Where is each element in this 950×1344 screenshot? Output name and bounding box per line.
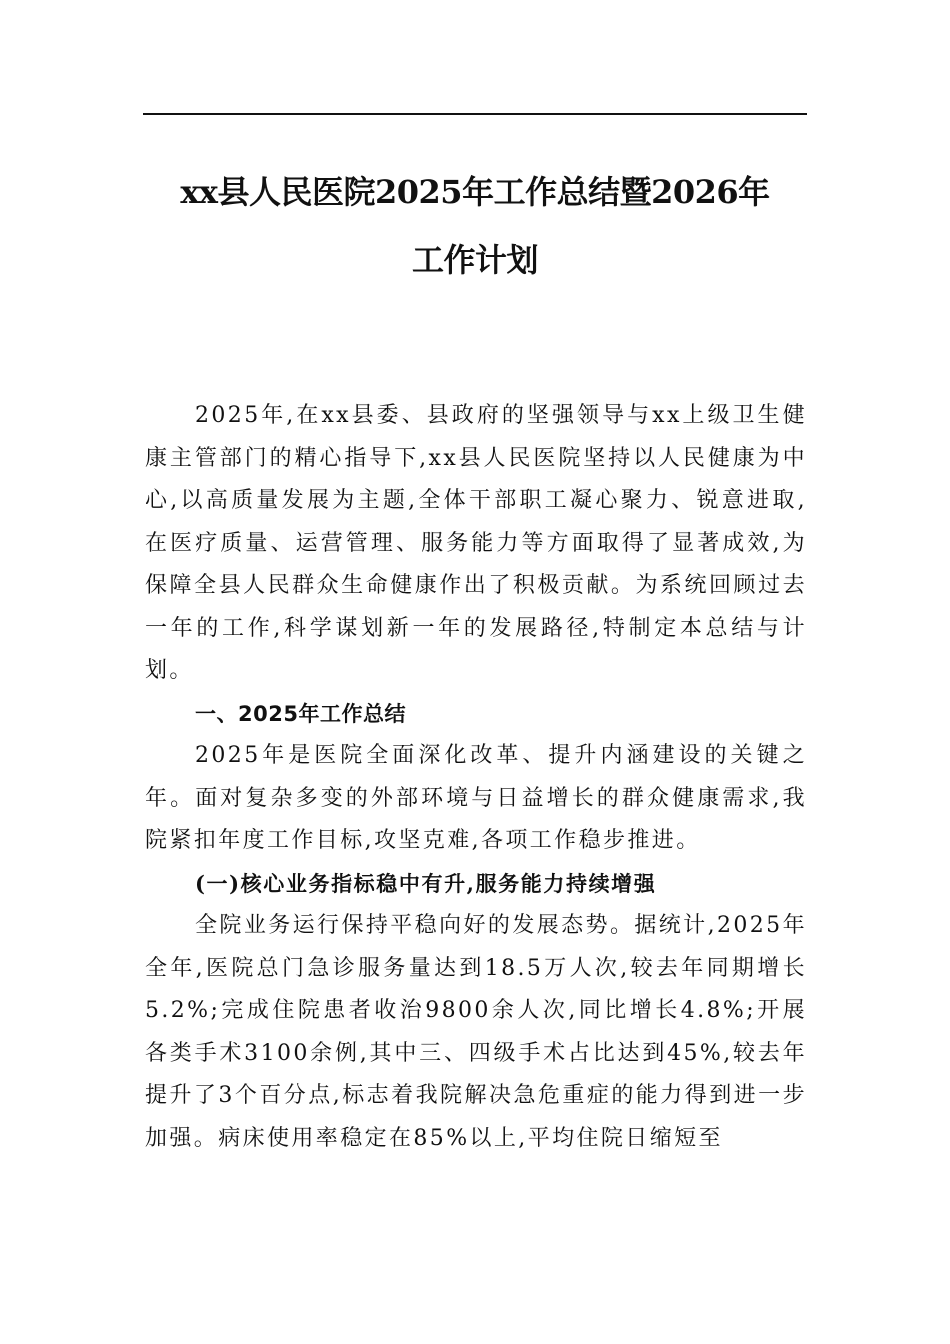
document-body bbox=[145, 395, 807, 1160]
subsection-1-heading: (一)核心业务指标稳中有升,服务能力持续增强 bbox=[195, 870, 657, 896]
section-1-heading: 一、2025年工作总结 bbox=[195, 701, 406, 726]
intro-paragraph: 2025年,在xx县委、县政府的坚强领导与xx上级卫生健康主管部门的精心指导下,xx县人民医院坚持以人民健康为中心,以高质量发展为主题,全体干部职工凝心聚力、锐意进取,在医疗质量、运营管理、服务能力等方面取得了显著成效,为保障全县人民群众生命健康作出了积极贡献。为系统回顾过去一年的工作,科学谋划新一年的发展路径,特制定本总结与计划。 bbox=[145, 403, 807, 683]
document-title-line-2: 工作计划 bbox=[411, 241, 538, 279]
subsection-1-paragraph: 全院业务运行保持平稳向好的发展态势。据统计,2025年全年,医院总门急诊服务量达到18.5万人次,较去年同期增长5.2%;完成住院患者收治9800余人次,同比增长4.8%;开展各类手术3100余例,其中三、四级手术占比达到45%,较去年提升了3个百分点,标志着我院解决急危重症的能力得到进一步加强。病床使用率稳定在85%以上,平均住院日缩短至 bbox=[145, 913, 807, 1151]
document-title-line-1: xx县人民医院2025年工作总结暨2026年 bbox=[180, 173, 770, 211]
document-title bbox=[120, 158, 830, 294]
top-horizontal-rule bbox=[143, 113, 807, 115]
section-1-paragraph: 2025年是医院全面深化改革、提升内涵建设的关键之年。面对复杂多变的外部环境与日益增长的群众健康需求,我院紧扣年度工作目标,攻坚克难,各项工作稳步推进。 bbox=[145, 743, 807, 853]
